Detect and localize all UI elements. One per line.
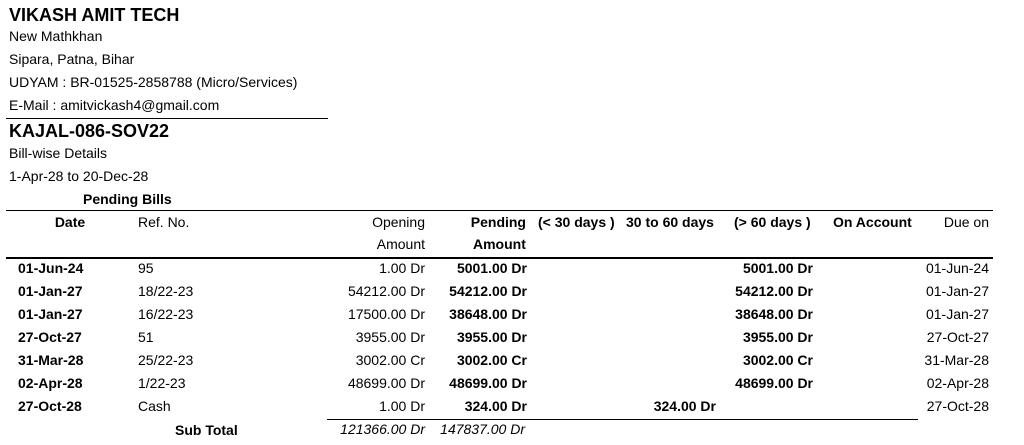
- row-pending: 38648.00 Dr: [449, 306, 527, 322]
- col-header-opening: Opening: [372, 214, 425, 230]
- row-opening: 3955.00 Dr: [355, 329, 425, 345]
- header-divider: [6, 118, 328, 119]
- col-header-30-60: 30 to 60 days: [626, 214, 714, 230]
- table-row: [0, 329, 1024, 352]
- row-date: 01-Jan-27: [18, 283, 83, 299]
- row-date: 01-Jan-27: [18, 306, 83, 322]
- row-pending: 3955.00 Dr: [456, 329, 527, 345]
- subtotal-label: Sub Total: [175, 422, 238, 438]
- col-header-on-account: On Account: [833, 214, 912, 230]
- col-header-lt30: (< 30 days ): [538, 214, 615, 230]
- table-header-rule: [6, 257, 993, 259]
- row-ref: 51: [138, 329, 154, 345]
- row-date: 01-Jun-24: [18, 260, 84, 276]
- row-date: 31-Mar-28: [18, 352, 84, 368]
- row-date: 27-Oct-27: [18, 329, 82, 345]
- row-gt60: 54212.00 Dr: [735, 283, 813, 299]
- row-opening: 54212.00 Dr: [347, 283, 425, 299]
- row-due-on: 01-Jan-27: [925, 306, 989, 322]
- row-due-on: 02-Apr-28: [926, 375, 989, 391]
- row-gt60: 3955.00 Dr: [742, 329, 813, 345]
- row-opening: 3002.00 Cr: [355, 352, 425, 368]
- row-ref: 18/22-23: [138, 283, 194, 299]
- table-row: [0, 398, 1024, 421]
- row-pending: 324.00 Dr: [464, 398, 527, 414]
- row-ref: Cash: [138, 398, 171, 414]
- row-opening: 48699.00 Dr: [347, 375, 425, 391]
- company-udyam: UDYAM : BR-01525-2858788 (Micro/Services): [9, 74, 298, 90]
- col-header-date: Date: [54, 214, 86, 230]
- row-opening: 17500.00 Dr: [347, 306, 425, 322]
- row-gt60: 38648.00 Dr: [735, 306, 813, 322]
- col-header-ref: Ref. No.: [138, 214, 190, 230]
- row-30-60: 324.00 Dr: [653, 398, 716, 414]
- row-gt60: 48699.00 Dr: [735, 375, 813, 391]
- report-title: Bill-wise Details: [9, 145, 108, 161]
- row-ref: 16/22-23: [138, 306, 194, 322]
- row-pending: 5001.00 Dr: [456, 260, 527, 276]
- row-gt60: 5001.00 Dr: [742, 260, 813, 276]
- company-address-line1: New Mathkhan: [9, 28, 103, 44]
- col-header-pending: Pending: [470, 214, 526, 230]
- company-email: E-Mail : amitvickash4@gmail.com: [9, 97, 220, 113]
- subtotal-pending: 147837.00 Dr: [440, 421, 525, 437]
- row-ref: 1/22-23: [138, 375, 186, 391]
- row-gt60: 3002.00 Cr: [742, 352, 813, 368]
- table-top-rule: [6, 210, 993, 211]
- col-header-opening-2: Amount: [376, 236, 425, 252]
- party-name: KAJAL-086-SOV22: [9, 121, 170, 141]
- row-due-on: 31-Mar-28: [924, 352, 989, 368]
- row-pending: 48699.00 Dr: [449, 375, 527, 391]
- row-pending: 3002.00 Cr: [456, 352, 527, 368]
- row-ref: 25/22-23: [138, 352, 194, 368]
- row-date: 27-Oct-28: [18, 398, 82, 414]
- row-pending: 54212.00 Dr: [449, 283, 527, 299]
- row-ref: 95: [138, 260, 154, 276]
- row-date: 02-Apr-28: [18, 375, 83, 391]
- row-due-on: 27-Oct-27: [926, 329, 989, 345]
- subtotal-opening: 121366.00 Dr: [340, 421, 425, 437]
- company-address-line2: Sipara, Patna, Bihar: [9, 51, 135, 67]
- col-header-pending-2: Amount: [473, 236, 526, 252]
- subtotal-rule: [327, 419, 918, 420]
- row-due-on: 01-Jan-27: [925, 283, 989, 299]
- report-period: 1-Apr-28 to 20-Dec-28: [9, 168, 149, 184]
- row-opening: 1.00 Dr: [379, 260, 425, 276]
- col-header-gt60: (> 60 days ): [734, 214, 811, 230]
- table-row: [0, 352, 1024, 375]
- col-header-due-on: Due on: [943, 214, 989, 230]
- table-row: [0, 306, 1024, 329]
- row-due-on: 27-Oct-28: [926, 398, 989, 414]
- table-row: [0, 375, 1024, 398]
- table-row: [0, 283, 1024, 306]
- company-name: VIKASH AMIT TECH: [9, 5, 180, 25]
- row-opening: 1.00 Dr: [379, 398, 425, 414]
- section-title: Pending Bills: [83, 191, 172, 207]
- table-row: [0, 260, 1024, 283]
- row-due-on: 01-Jun-24: [925, 260, 989, 276]
